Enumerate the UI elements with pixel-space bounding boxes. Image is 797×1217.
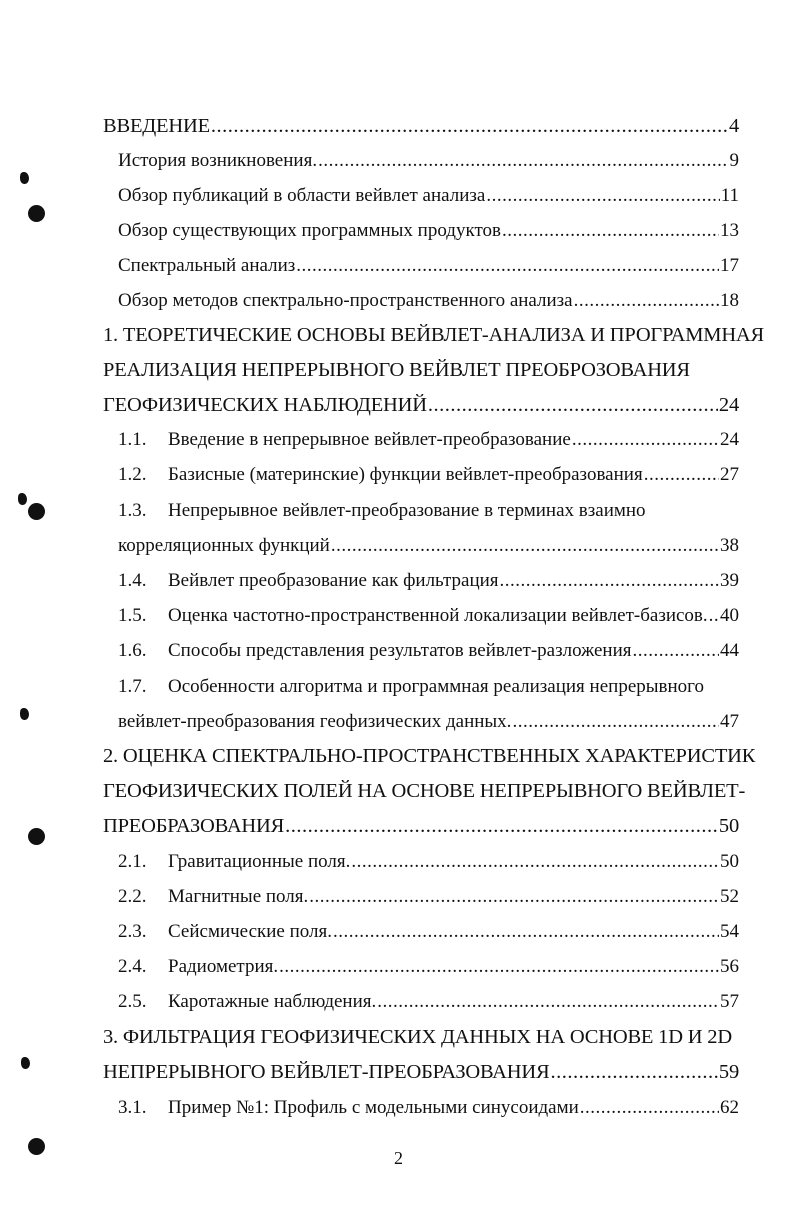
- scan-mark: [20, 172, 29, 184]
- toc-entry-title: Радиометрия.: [168, 956, 279, 977]
- dot-leader: [550, 1058, 717, 1086]
- toc-entry: [118, 217, 739, 245]
- toc-entry-page: 52: [720, 886, 739, 907]
- toc-entry-page: 59: [718, 1061, 739, 1083]
- toc-entry-continuation: [118, 532, 739, 560]
- toc-entry-number: 2.1.: [118, 851, 147, 872]
- toc-entry-title: Сейсмические поля.: [168, 921, 332, 942]
- toc-entry-number: 1.2.: [118, 464, 147, 485]
- toc-entry-page: 13: [720, 220, 739, 241]
- toc-entry-page: 24: [720, 429, 739, 450]
- binding-hole: [28, 205, 45, 222]
- toc-entry-number: 2.4.: [118, 956, 147, 977]
- dot-leader: [500, 567, 719, 595]
- toc-entry: [118, 182, 739, 210]
- toc-entry: [118, 673, 739, 701]
- toc-entry: [118, 147, 739, 175]
- toc-entry-number: 1.6.: [118, 640, 147, 661]
- dot-leader: [580, 1094, 719, 1122]
- toc-entry-title: Оценка частотно-пространственной локализации вейвлет-базисов.: [168, 605, 708, 626]
- dot-leader: [285, 812, 718, 840]
- toc-chapter-title: НЕПРЕРЫВНОГО ВЕЙВЛЕТ-ПРЕОБРАЗОВАНИЯ: [103, 1061, 550, 1083]
- toc-entry-title: История возникновения.: [118, 150, 318, 171]
- toc-entry: [118, 953, 739, 981]
- toc-entry-page: 50: [720, 851, 739, 872]
- toc-chapter-title: ПРЕОБРАЗОВАНИЯ: [103, 815, 285, 837]
- toc-chapter-1-line-2: [103, 356, 739, 384]
- toc-entry-title: Введение в непрерывное вейвлет-преобразование: [168, 429, 571, 450]
- dot-leader: [333, 918, 719, 946]
- toc-entry-number: 3.1.: [118, 1097, 147, 1118]
- dot-leader: [486, 182, 719, 210]
- dot-leader: [574, 287, 719, 315]
- toc-entry-title: Базисные (материнские) функции вейвлет-преобразования: [168, 464, 643, 485]
- toc-entry: [118, 883, 739, 911]
- toc-entry: [118, 918, 739, 946]
- binding-hole: [28, 503, 45, 520]
- toc-entry: [118, 848, 739, 876]
- toc-entry-page: 39: [720, 570, 739, 591]
- toc-chapter-title: ГЕОФИЗИЧЕСКИХ ПОЛЕЙ НА ОСНОВЕ НЕПРЕРЫВНОГО ВЕЙВЛЕТ-: [103, 780, 746, 802]
- toc-chapter-1-line-1: [103, 321, 765, 349]
- scan-mark: [21, 1057, 30, 1069]
- toc-entry-title: Магнитные поля.: [168, 886, 309, 907]
- toc-entry-number: 1.5.: [118, 605, 147, 626]
- toc-entry-number: 2.2.: [118, 886, 147, 907]
- toc-chapter-title: 1. ТЕОРЕТИЧЕСКИЕ ОСНОВЫ ВЕЙВЛЕТ-АНАЛИЗА И ПРОГРАММНАЯ: [103, 324, 765, 346]
- dot-leader: [318, 147, 728, 175]
- toc-entry-page: 4: [728, 115, 739, 137]
- toc-entry-page: 38: [720, 535, 739, 556]
- toc-entry-title: Пример №1: Профиль с модельными синусоидами: [168, 1097, 579, 1118]
- toc-chapter-title: РЕАЛИЗАЦИЯ НЕПРЕРЫВНОГО ВЕЙВЛЕТ ПРЕОБРОЗОВАНИЯ: [103, 359, 690, 381]
- toc-entry-title: Обзор методов спектрально-пространственного анализа: [118, 290, 573, 311]
- toc-entry-page: 40: [720, 605, 739, 626]
- toc-entry: [118, 426, 739, 454]
- toc-entry-title: Непрерывное вейвлет-преобразование в терминах взаимно: [168, 500, 646, 521]
- dot-leader: [709, 602, 719, 630]
- toc-entry-number: 1.4.: [118, 570, 147, 591]
- toc-chapter-2-line-1: [103, 742, 756, 770]
- toc-chapter-3-line-1: [103, 1023, 739, 1051]
- toc-entry-page: 44: [720, 640, 739, 661]
- toc-entry-page: 54: [720, 921, 739, 942]
- toc-entry-title: Гравитационные поля.: [168, 851, 351, 872]
- dot-leader: [502, 217, 719, 245]
- toc-entry-page: 57: [720, 991, 739, 1012]
- binding-hole: [28, 828, 45, 845]
- toc-entry-title: Способы представления результатов вейвлет-разложения: [168, 640, 632, 661]
- dot-leader: [428, 391, 718, 419]
- toc-entry: [118, 1094, 739, 1122]
- toc-entry-page: 18: [720, 290, 739, 311]
- toc-entry: [118, 287, 739, 315]
- dot-leader: [512, 708, 719, 736]
- toc-entry-title: Обзор публикаций в области вейвлет анализа: [118, 185, 486, 206]
- toc-entry-number: 1.1.: [118, 429, 147, 450]
- dot-leader: [377, 988, 719, 1016]
- dot-leader: [279, 953, 719, 981]
- page-number: 2: [394, 1148, 403, 1168]
- toc-entry-title: Вейвлет преобразование как фильтрация: [168, 570, 499, 591]
- toc-entry-page: 27: [720, 464, 739, 485]
- dot-leader: [211, 112, 728, 140]
- toc-entry-page: 17: [720, 255, 739, 276]
- toc-entry: [118, 252, 739, 280]
- toc-entry: [118, 602, 739, 630]
- toc-entry: [118, 988, 739, 1016]
- scan-mark: [20, 708, 29, 720]
- toc-chapter-title: ГЕОФИЗИЧЕСКИХ НАБЛЮДЕНИЙ: [103, 394, 427, 416]
- toc-entry-title: корреляционных функций: [118, 535, 330, 556]
- toc-entry-number: 1.3.: [118, 500, 147, 521]
- toc-entry-page: 24: [718, 394, 739, 416]
- toc-entry: [118, 637, 739, 665]
- toc-entry-number: 1.7.: [118, 676, 147, 697]
- toc-entry: [118, 497, 739, 525]
- dot-leader: [572, 426, 719, 454]
- toc-entry-page: 11: [720, 185, 739, 206]
- dot-leader: [331, 532, 719, 560]
- toc-entry-page: 9: [729, 150, 739, 171]
- scan-mark: [18, 493, 27, 505]
- toc-entry: [118, 567, 739, 595]
- toc-chapter-1-line-3: [103, 391, 739, 419]
- toc-entry: [118, 461, 739, 489]
- dot-leader: [309, 883, 719, 911]
- toc-chapter-2-line-3: [103, 812, 739, 840]
- toc-entry-page: 47: [720, 711, 739, 732]
- dot-leader: [296, 252, 719, 280]
- toc-entry-title: Особенности алгоритма и программная реализация непрерывного: [168, 676, 704, 697]
- dot-leader: [632, 637, 719, 665]
- toc-entry-number: 2.5.: [118, 991, 147, 1012]
- toc-entry-title: Каротажные наблюдения.: [168, 991, 377, 1012]
- dot-leader: [351, 848, 719, 876]
- toc-entry-page: 56: [720, 956, 739, 977]
- toc-entry-intro: [103, 112, 739, 140]
- toc-entry-title: Спектральный анализ: [118, 255, 296, 276]
- toc-chapter-2-line-2: [103, 777, 746, 805]
- toc-entry-page: 62: [720, 1097, 739, 1118]
- toc-entry-page: 50: [718, 815, 739, 837]
- toc-entry-continuation: [118, 708, 739, 736]
- toc-chapter-title: 3. ФИЛЬТРАЦИЯ ГЕОФИЗИЧЕСКИХ ДАННЫХ НА ОСНОВЕ 1D И 2D: [103, 1026, 732, 1048]
- toc-entry-number: 2.3.: [118, 921, 147, 942]
- toc-entry-title: Обзор существующих программных продуктов: [118, 220, 501, 241]
- toc-entry-title: ВВЕДЕНИЕ: [103, 115, 210, 137]
- dot-leader: [644, 461, 719, 489]
- toc-chapter-3-line-2: [103, 1058, 739, 1086]
- toc-entry-title: вейвлет-преобразования геофизических данных.: [118, 711, 512, 732]
- toc-chapter-title: 2. ОЦЕНКА СПЕКТРАЛЬНО-ПРОСТРАНСТВЕННЫХ ХАРАКТЕРИСТИК: [103, 745, 756, 767]
